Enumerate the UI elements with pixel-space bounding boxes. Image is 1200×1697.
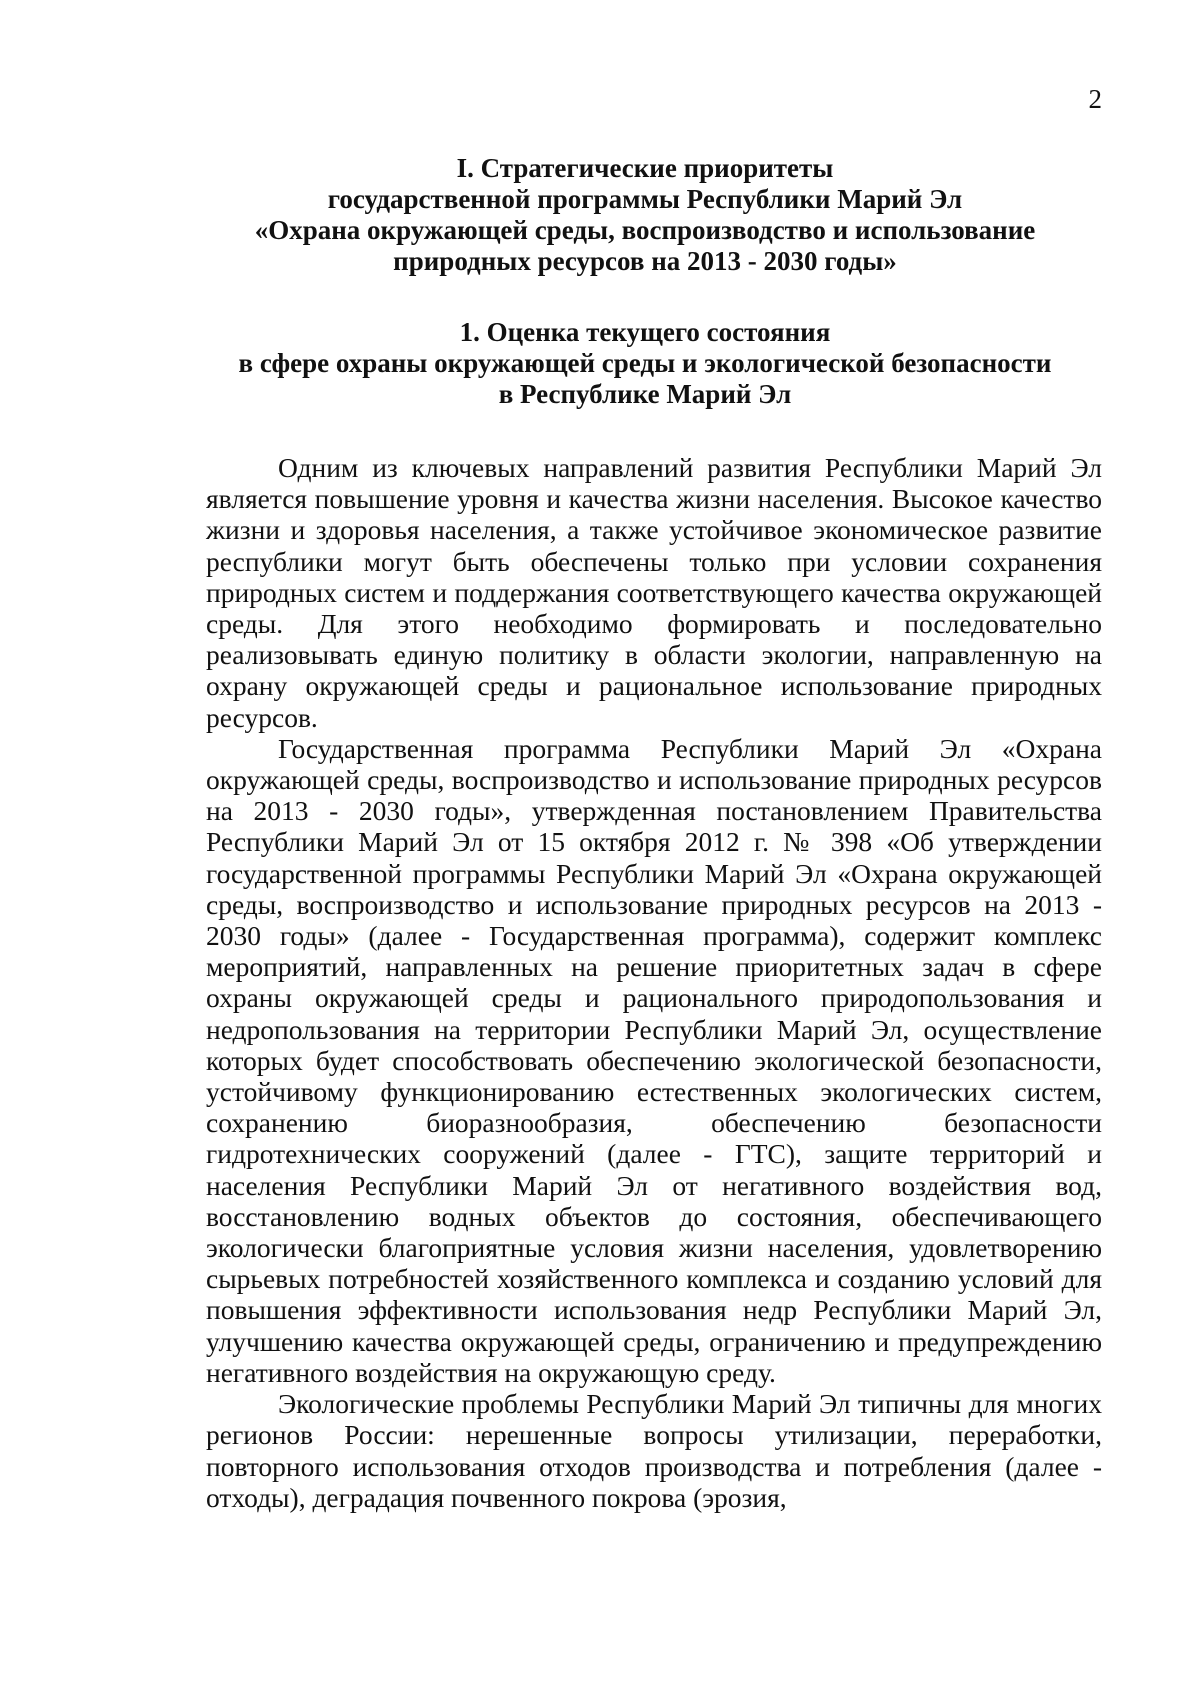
paragraph-ecological-problems: Экологические проблемы Республики Марий Эл типичны для многих регионов России: нерешенные вопросы утилизации, переработки, повторного использования отходов производства и потребления (далее - отходы), деградация почвенного покрова (эрозия, [206, 1388, 1102, 1513]
subsection-title-line: в Республике Марий Эл [498, 379, 792, 409]
subsection-title [190, 317, 1100, 410]
section-title-line: государственной программы Республики Марий Эл [327, 184, 963, 214]
subsection-title-line: в сфере охраны окружающей среды и экологической безопасности [238, 348, 1052, 378]
paragraph-state-program: Государственная программа Республики Марий Эл «Охрана окружающей среды, воспроизводство и использование природных ресурсов на 2013 - 2030 годы», утвержденная постановлением Правительства Республики Марий Эл от 15 октября 2012 г. № 398 «Об утверждении государственной программы Республики Марий Эл «Охрана окружающей среды, воспроизводство и использование природных ресурсов на 2013 - 2030 годы» (далее - Государственная программа), содержит комплекс мероприятий, направленных на решение приоритетных задач в сфере охраны окружающей среды и рационального природопользования и недропользования на территории Республики Марий Эл, осуществление которых будет способствовать обеспечению экологической безопасности, устойчивому функционированию естественных экологических систем, сохранению биоразнообразия, обеспечению безопасности гидротехнических сооружений (далее - ГТС), защите территорий и населения Республики Марий Эл от негативного воздействия вод, восстановлению водных объектов до состояния, обеспечивающего экологически благоприятные условия жизни населения, удовлетворению сырьевых потребностей хозяйственного комплекса и созданию условий для повышения эффективности использования недр Республики Марий Эл, улучшению качества окружающей среды, ограничению и предупреждению негативного воздействия на окружающую среду. [206, 732, 1102, 1388]
section-title-line: «Охрана окружающей среды, воспроизводство и использование [254, 215, 1036, 245]
section-title-line: природных ресурсов на 2013 - 2030 годы» [393, 246, 897, 276]
section-title [190, 153, 1100, 277]
paragraph-intro: Одним из ключевых направлений развития Республики Марий Эл является повышение уровня и качества жизни населения. Высокое качество жизни и здоровья населения, а также устойчивое экономическое развитие республики могут быть обеспечены только при условии сохранения природных систем и поддержания соответствующего качества окружающей среды. Для этого необходимо формировать и последовательно реализовывать единую политику в области экологии, направленную на охрану окружающей среды и рациональное использование природных ресурсов. [206, 452, 1102, 733]
body-text [206, 452, 1102, 1513]
subsection-title-line: 1. Оценка текущего состояния [459, 317, 831, 347]
section-title-line: I. Стратегические приоритеты [456, 153, 834, 183]
page-number: 2 [1088, 84, 1102, 114]
